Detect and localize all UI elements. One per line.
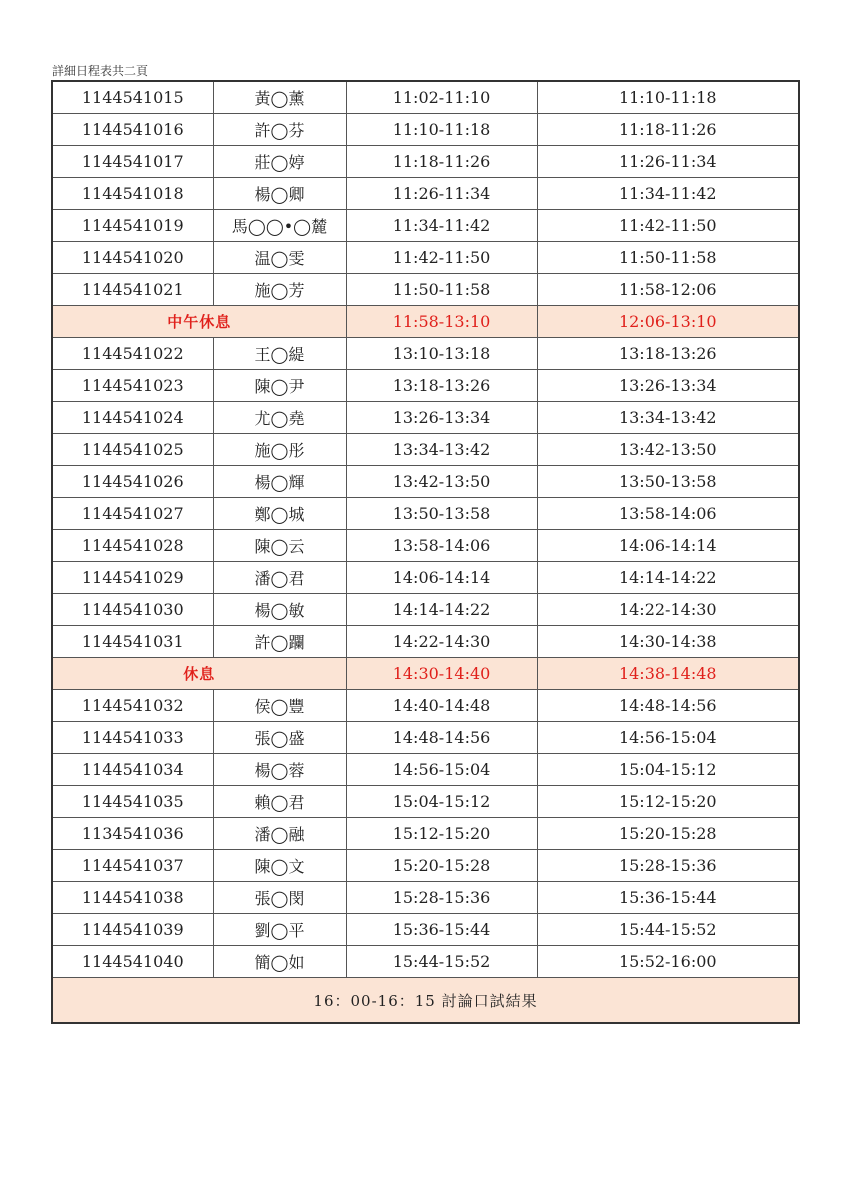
student-name: 許◯芬 — [213, 114, 346, 146]
slot-time-2: 11:58-12:06 — [537, 274, 799, 306]
slot-time-2: 14:56-15:04 — [537, 722, 799, 754]
slot-time-1: 11:42-11:50 — [346, 242, 537, 274]
table-row — [52, 434, 799, 466]
final-discussion-row — [52, 978, 799, 1024]
slot-time-1: 15:36-15:44 — [346, 914, 537, 946]
slot-time-1: 11:02-11:10 — [346, 81, 537, 114]
slot-time-1: 15:12-15:20 — [346, 818, 537, 850]
student-id: 1144541038 — [52, 882, 213, 914]
student-name: 許◯躝 — [213, 626, 346, 658]
student-name: 黃◯薰 — [213, 81, 346, 114]
student-name: 賴◯君 — [213, 786, 346, 818]
student-name: 簡◯如 — [213, 946, 346, 978]
table-row — [52, 626, 799, 658]
student-name: 楊◯卿 — [213, 178, 346, 210]
table-row — [52, 754, 799, 786]
slot-time-1: 13:34-13:42 — [346, 434, 537, 466]
slot-time-2: 14:22-14:30 — [537, 594, 799, 626]
table-row — [52, 530, 799, 562]
student-name: 張◯盛 — [213, 722, 346, 754]
table-row — [52, 274, 799, 306]
student-name: 陳◯云 — [213, 530, 346, 562]
slot-time-1: 15:28-15:36 — [346, 882, 537, 914]
break-time-1: 14:30-14:40 — [346, 658, 537, 690]
student-id: 1144541016 — [52, 114, 213, 146]
slot-time-2: 11:26-11:34 — [537, 146, 799, 178]
student-id: 1144541017 — [52, 146, 213, 178]
slot-time-1: 11:34-11:42 — [346, 210, 537, 242]
slot-time-1: 11:10-11:18 — [346, 114, 537, 146]
slot-time-1: 13:18-13:26 — [346, 370, 537, 402]
table-row — [52, 946, 799, 978]
slot-time-2: 15:52-16:00 — [537, 946, 799, 978]
student-id: 1144541032 — [52, 690, 213, 722]
student-id: 1144541019 — [52, 210, 213, 242]
slot-time-1: 14:48-14:56 — [346, 722, 537, 754]
slot-time-2: 13:34-13:42 — [537, 402, 799, 434]
break-row — [52, 658, 799, 690]
slot-time-2: 14:06-14:14 — [537, 530, 799, 562]
page-caption: 詳細日程表共二頁 — [52, 64, 149, 78]
slot-time-1: 13:42-13:50 — [346, 466, 537, 498]
student-id: 1144541035 — [52, 786, 213, 818]
table-row — [52, 81, 799, 114]
slot-time-2: 11:10-11:18 — [537, 81, 799, 114]
student-id: 1144541023 — [52, 370, 213, 402]
student-id: 1144541039 — [52, 914, 213, 946]
table-row — [52, 466, 799, 498]
student-name: 尤◯堯 — [213, 402, 346, 434]
table-row — [52, 146, 799, 178]
student-id: 1144541015 — [52, 81, 213, 114]
slot-time-2: 11:42-11:50 — [537, 210, 799, 242]
student-id: 1144541033 — [52, 722, 213, 754]
student-name: 陳◯文 — [213, 850, 346, 882]
table-row — [52, 786, 799, 818]
slot-time-2: 13:18-13:26 — [537, 338, 799, 370]
table-row — [52, 210, 799, 242]
slot-time-2: 14:30-14:38 — [537, 626, 799, 658]
break-time-2: 12:06-13:10 — [537, 306, 799, 338]
student-id: 1144541022 — [52, 338, 213, 370]
student-id: 1144541024 — [52, 402, 213, 434]
final-discussion-cell: 16：00-16：15 討論口試結果 — [52, 978, 799, 1024]
student-id: 1144541020 — [52, 242, 213, 274]
student-name: 潘◯融 — [213, 818, 346, 850]
student-name: 楊◯敏 — [213, 594, 346, 626]
student-id: 1144541034 — [52, 754, 213, 786]
student-name: 劉◯平 — [213, 914, 346, 946]
slot-time-2: 15:04-15:12 — [537, 754, 799, 786]
slot-time-2: 14:14-14:22 — [537, 562, 799, 594]
slot-time-2: 15:28-15:36 — [537, 850, 799, 882]
table-row — [52, 498, 799, 530]
table-row — [52, 818, 799, 850]
table-row — [52, 178, 799, 210]
table-row — [52, 114, 799, 146]
slot-time-1: 11:18-11:26 — [346, 146, 537, 178]
slot-time-2: 14:48-14:56 — [537, 690, 799, 722]
break-label: 休息 — [52, 658, 346, 690]
slot-time-1: 11:50-11:58 — [346, 274, 537, 306]
slot-time-2: 15:36-15:44 — [537, 882, 799, 914]
student-id: 1144541037 — [52, 850, 213, 882]
student-name: 莊◯婷 — [213, 146, 346, 178]
student-id: 1144541027 — [52, 498, 213, 530]
slot-time-1: 15:44-15:52 — [346, 946, 537, 978]
slot-time-1: 13:50-13:58 — [346, 498, 537, 530]
student-name: 王◯緹 — [213, 338, 346, 370]
student-name: 鄭◯城 — [213, 498, 346, 530]
break-row — [52, 306, 799, 338]
student-id: 1144541018 — [52, 178, 213, 210]
slot-time-2: 15:20-15:28 — [537, 818, 799, 850]
table-row — [52, 242, 799, 274]
slot-time-2: 13:42-13:50 — [537, 434, 799, 466]
student-id: 1144541030 — [52, 594, 213, 626]
table-row — [52, 338, 799, 370]
slot-time-1: 13:58-14:06 — [346, 530, 537, 562]
table-row — [52, 882, 799, 914]
table-row — [52, 562, 799, 594]
student-id: 1144541026 — [52, 466, 213, 498]
slot-time-2: 13:58-14:06 — [537, 498, 799, 530]
student-name: 施◯彤 — [213, 434, 346, 466]
student-id: 1134541036 — [52, 818, 213, 850]
student-id: 1144541029 — [52, 562, 213, 594]
slot-time-1: 13:10-13:18 — [346, 338, 537, 370]
slot-time-1: 11:26-11:34 — [346, 178, 537, 210]
table-row — [52, 594, 799, 626]
slot-time-2: 11:50-11:58 — [537, 242, 799, 274]
student-name: 潘◯君 — [213, 562, 346, 594]
table-row — [52, 850, 799, 882]
student-name: 楊◯輝 — [213, 466, 346, 498]
slot-time-2: 13:26-13:34 — [537, 370, 799, 402]
student-name: 張◯閔 — [213, 882, 346, 914]
slot-time-1: 14:40-14:48 — [346, 690, 537, 722]
schedule-table — [51, 80, 800, 1024]
slot-time-1: 14:22-14:30 — [346, 626, 537, 658]
slot-time-2: 11:18-11:26 — [537, 114, 799, 146]
break-label: 中午休息 — [52, 306, 346, 338]
student-id: 1144541021 — [52, 274, 213, 306]
slot-time-2: 11:34-11:42 — [537, 178, 799, 210]
slot-time-1: 14:56-15:04 — [346, 754, 537, 786]
table-row — [52, 914, 799, 946]
slot-time-2: 15:12-15:20 — [537, 786, 799, 818]
table-row — [52, 722, 799, 754]
student-name: 馬◯◯•◯麓 — [213, 210, 346, 242]
slot-time-1: 15:04-15:12 — [346, 786, 537, 818]
slot-time-1: 13:26-13:34 — [346, 402, 537, 434]
student-name: 施◯芳 — [213, 274, 346, 306]
break-time-2: 14:38-14:48 — [537, 658, 799, 690]
schedule-body — [52, 81, 799, 978]
table-row — [52, 370, 799, 402]
student-name: 陳◯尹 — [213, 370, 346, 402]
student-name: 温◯雯 — [213, 242, 346, 274]
slot-time-2: 15:44-15:52 — [537, 914, 799, 946]
student-id: 1144541028 — [52, 530, 213, 562]
student-name: 侯◯豐 — [213, 690, 346, 722]
table-row — [52, 402, 799, 434]
student-id: 1144541031 — [52, 626, 213, 658]
student-name: 楊◯蓉 — [213, 754, 346, 786]
student-id: 1144541040 — [52, 946, 213, 978]
slot-time-2: 13:50-13:58 — [537, 466, 799, 498]
student-id: 1144541025 — [52, 434, 213, 466]
break-time-1: 11:58-13:10 — [346, 306, 537, 338]
slot-time-1: 15:20-15:28 — [346, 850, 537, 882]
slot-time-1: 14:06-14:14 — [346, 562, 537, 594]
table-row — [52, 690, 799, 722]
slot-time-1: 14:14-14:22 — [346, 594, 537, 626]
